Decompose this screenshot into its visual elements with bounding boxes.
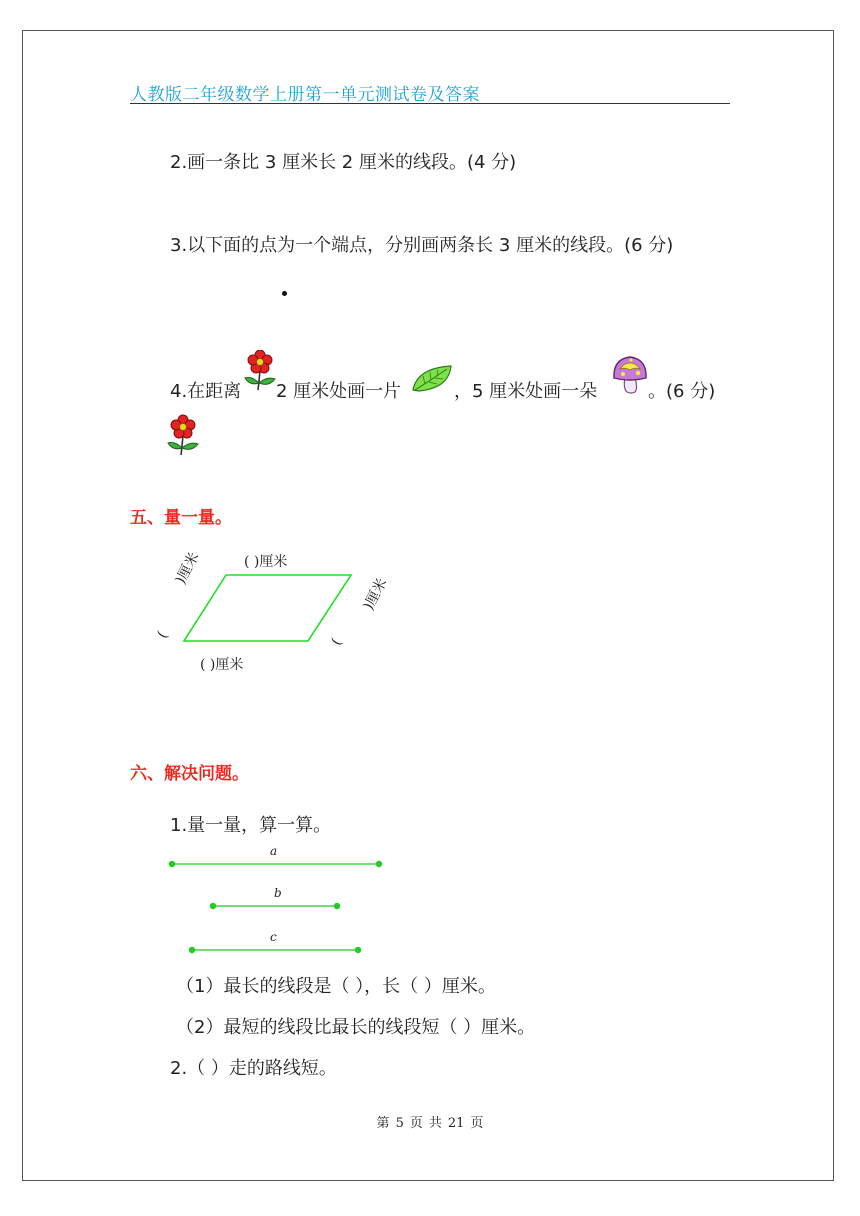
section-5-title: 五、量一量。 bbox=[130, 508, 232, 528]
label-top: ( )厘米 bbox=[244, 554, 288, 570]
question-6-1-sub1: （1）最长的线段是（ ），长（ ）厘米。 bbox=[176, 976, 496, 997]
question-6-2: 2.（ ）走的路线短。 bbox=[170, 1058, 337, 1079]
label-right: )厘米 bbox=[360, 575, 391, 613]
question-6-1-title: 1.量一量，算一算。 bbox=[170, 815, 332, 836]
segment-a-label: a bbox=[270, 844, 278, 858]
page-footer: 第 5 页 共 21 页 bbox=[376, 1116, 484, 1131]
label-bottom: ( )厘米 bbox=[200, 657, 244, 673]
question-4-part4: 。(6 分) bbox=[648, 381, 716, 402]
paren-right: ( bbox=[328, 635, 346, 649]
question-4-part2: 2 厘米处画一片 bbox=[276, 381, 402, 402]
label-left: )厘米 bbox=[172, 549, 203, 587]
paren-left: ( bbox=[154, 628, 172, 642]
segment-b-label: b bbox=[274, 886, 282, 900]
question-4-part3: ，5 厘米处画一朵 bbox=[454, 381, 598, 402]
question-4-part1: 4.在距离 bbox=[170, 381, 242, 402]
question-6-1-sub2: （2）最短的线段比最长的线段短（ ）厘米。 bbox=[176, 1017, 536, 1038]
question-2: 2.画一条比 3 厘米长 2 厘米的线段。(4 分) bbox=[170, 152, 517, 173]
page-header-title: 人教版二年级数学上册第一单元测试卷及答案 bbox=[130, 85, 480, 105]
section-6-title: 六、解决问题。 bbox=[130, 764, 249, 784]
question-3: 3.以下面的点为一个端点，分别画两条长 3 厘米的线段。(6 分) bbox=[170, 235, 674, 256]
segment-c-label: c bbox=[270, 930, 277, 944]
